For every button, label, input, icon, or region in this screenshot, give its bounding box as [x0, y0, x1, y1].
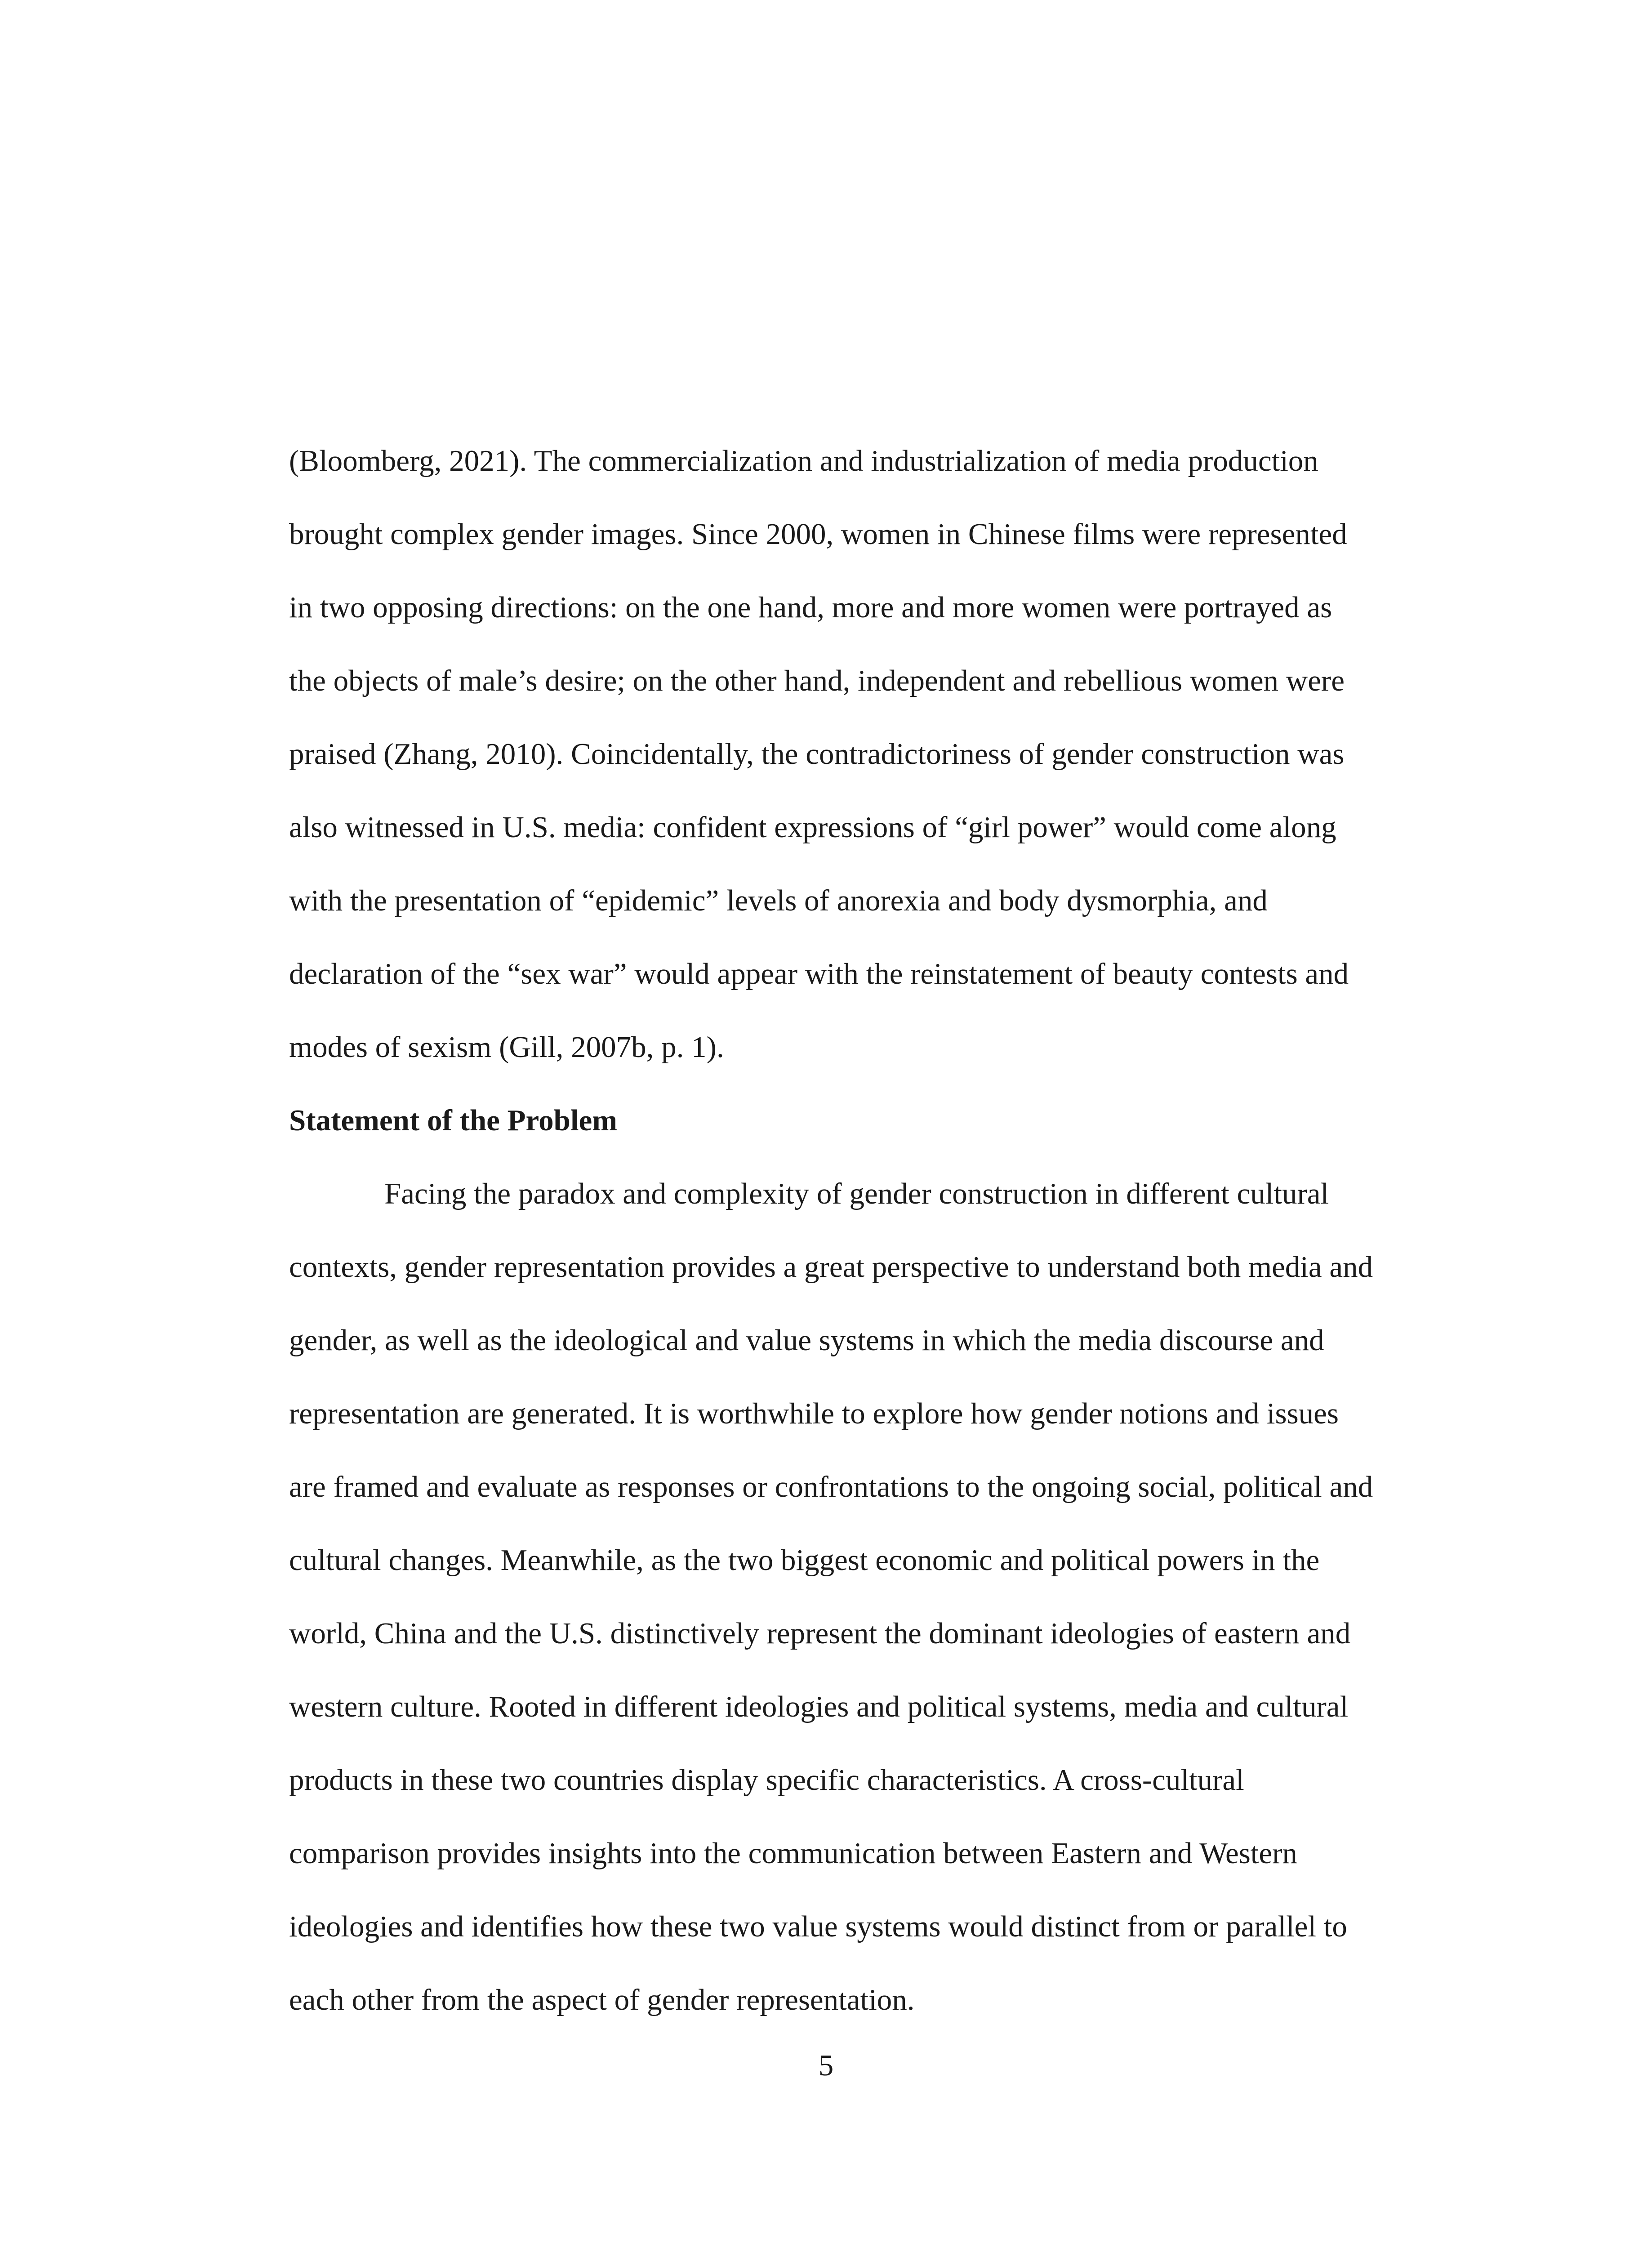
paragraph-line: modes of sexism (Gill, 2007b, p. 1).: [289, 1030, 724, 1064]
paragraph-line: are framed and evaluate as responses or confrontations to the ongoing social, political and: [289, 1470, 1373, 1503]
paragraph-line: western culture. Rooted in different ideologies and political systems, media and cultural: [289, 1690, 1349, 1723]
paragraph-line: the objects of male’s desire; on the other hand, independent and rebellious women were: [289, 664, 1345, 697]
paragraph-line: world, China and the U.S. distinctively represent the dominant ideologies of eastern and: [289, 1617, 1351, 1650]
paragraph-line: declaration of the “sex war” would appear with the reinstatement of beauty contests and: [289, 957, 1349, 990]
paragraph-line: in two opposing directions: on the one hand, more and more women were portrayed as: [289, 591, 1332, 624]
page-number: 5: [818, 2049, 834, 2082]
paragraph-line: comparison provides insights into the communication between Eastern and Western: [289, 1837, 1297, 1870]
paragraph-line: contexts, gender representation provides a great perspective to understand both media and: [289, 1250, 1373, 1284]
paragraph-line: representation are generated. It is worthwhile to explore how gender notions and issues: [289, 1397, 1339, 1430]
paragraph-line: products in these two countries display specific characteristics. A cross-cultural: [289, 1763, 1244, 1797]
paragraph-line: also witnessed in U.S. media: confident expressions of “girl power” would come along: [289, 811, 1336, 844]
paragraph-line: ideologies and identifies how these two value systems would distinct from or parallel to: [289, 1910, 1347, 1943]
paragraph-line: gender, as well as the ideological and value systems in which the media discourse and: [289, 1324, 1324, 1357]
section-heading: Statement of the Problem: [289, 1104, 617, 1137]
paragraph-line: Facing the paradox and complexity of gender construction in different cultural: [384, 1177, 1329, 1210]
paragraph-line: (Bloomberg, 2021). The commercialization and industrialization of media production: [289, 444, 1318, 477]
paragraph-line: each other from the aspect of gender representation.: [289, 1983, 915, 2016]
paragraph-line: cultural changes. Meanwhile, as the two biggest economic and political powers in the: [289, 1543, 1320, 1577]
paragraph-line: praised (Zhang, 2010). Coincidentally, the contradictoriness of gender construction was: [289, 737, 1345, 771]
paragraph-line: with the presentation of “epidemic” levels of anorexia and body dysmorphia, and: [289, 884, 1268, 917]
paragraph-line: brought complex gender images. Since 2000, women in Chinese films were represented: [289, 517, 1347, 551]
